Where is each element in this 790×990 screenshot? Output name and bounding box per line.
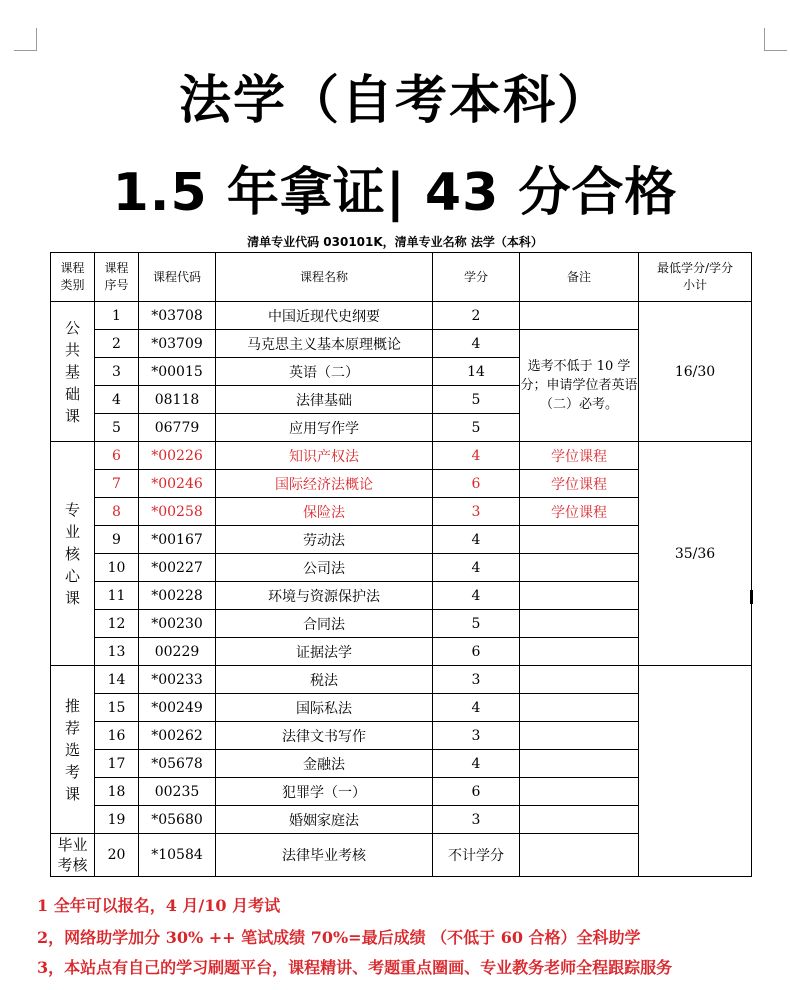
course-name: 知识产权法 bbox=[216, 442, 433, 470]
category-graduation: 毕业考核 bbox=[51, 834, 95, 877]
category-public-basic: 公共基础课 bbox=[51, 302, 95, 442]
course-seq: 7 bbox=[95, 470, 139, 498]
course-seq: 9 bbox=[95, 526, 139, 554]
header-credit: 学分 bbox=[433, 253, 520, 302]
course-note bbox=[520, 666, 639, 694]
course-note bbox=[520, 806, 639, 834]
course-seq: 11 bbox=[95, 582, 139, 610]
course-code: *00167 bbox=[139, 526, 216, 554]
margin-tick-mark bbox=[750, 590, 753, 604]
course-name: 犯罪学（一） bbox=[216, 778, 433, 806]
table-row bbox=[51, 302, 752, 330]
course-note bbox=[520, 610, 639, 638]
public-basic-note: 选考不低于 10 学分；申请学位者英语（二）必考。 bbox=[520, 330, 639, 442]
course-seq: 14 bbox=[95, 666, 139, 694]
course-credit: 4 bbox=[433, 526, 520, 554]
course-seq: 2 bbox=[95, 330, 139, 358]
header-category: 课程类别 bbox=[51, 253, 95, 302]
course-name: 应用写作学 bbox=[216, 414, 433, 442]
course-note bbox=[520, 638, 639, 666]
course-note bbox=[520, 526, 639, 554]
course-name: 法律文书写作 bbox=[216, 722, 433, 750]
course-seq: 20 bbox=[95, 834, 139, 877]
course-name: 婚姻家庭法 bbox=[216, 806, 433, 834]
course-code: *00246 bbox=[139, 470, 216, 498]
major-code-caption: 清单专业代码 030101K，清单专业名称 法学（本科） bbox=[247, 235, 543, 249]
course-name: 环境与资源保护法 bbox=[216, 582, 433, 610]
header-min-credit: 最低学分/学分小计 bbox=[639, 253, 752, 302]
course-code: *00249 bbox=[139, 694, 216, 722]
course-seq: 19 bbox=[95, 806, 139, 834]
page-subtitle-headline: 1.5 年拿证| 43 分合格 bbox=[112, 163, 678, 223]
table-row bbox=[51, 666, 752, 694]
table-row bbox=[51, 442, 752, 470]
course-code: *10584 bbox=[139, 834, 216, 877]
course-name: 证据法学 bbox=[216, 638, 433, 666]
course-name: 保险法 bbox=[216, 498, 433, 526]
course-name: 国际私法 bbox=[216, 694, 433, 722]
course-code: 08118 bbox=[139, 386, 216, 414]
course-credit: 6 bbox=[433, 638, 520, 666]
course-code: 00235 bbox=[139, 778, 216, 806]
course-code: *00228 bbox=[139, 582, 216, 610]
course-note bbox=[520, 694, 639, 722]
course-credit: 3 bbox=[433, 806, 520, 834]
course-seq: 8 bbox=[95, 498, 139, 526]
course-name: 英语（二） bbox=[216, 358, 433, 386]
course-seq: 4 bbox=[95, 386, 139, 414]
header-code: 课程代码 bbox=[139, 253, 216, 302]
course-name: 合同法 bbox=[216, 610, 433, 638]
course-code: 00229 bbox=[139, 638, 216, 666]
table-header-row bbox=[51, 253, 752, 302]
min-credit-public-basic: 16/30 bbox=[639, 302, 752, 442]
crop-mark-top-left bbox=[14, 28, 37, 51]
footer-note-1: 1 全年可以报名，4 月/10 月考试 bbox=[37, 896, 281, 915]
course-name: 法律毕业考核 bbox=[216, 834, 433, 877]
course-name: 劳动法 bbox=[216, 526, 433, 554]
degree-course-badge: 学位课程 bbox=[520, 470, 639, 498]
course-name: 法律基础 bbox=[216, 386, 433, 414]
course-seq: 10 bbox=[95, 554, 139, 582]
min-credit-core: 35/36 bbox=[639, 442, 752, 666]
course-credit: 4 bbox=[433, 750, 520, 778]
course-credit: 4 bbox=[433, 554, 520, 582]
degree-course-badge: 学位课程 bbox=[520, 442, 639, 470]
course-note bbox=[520, 302, 639, 330]
category-elective: 推荐选考课 bbox=[51, 666, 95, 834]
course-note bbox=[520, 722, 639, 750]
course-code: *00015 bbox=[139, 358, 216, 386]
course-note bbox=[520, 554, 639, 582]
course-name: 国际经济法概论 bbox=[216, 470, 433, 498]
course-seq: 5 bbox=[95, 414, 139, 442]
category-core: 专业核心课 bbox=[51, 442, 95, 666]
course-code: *00233 bbox=[139, 666, 216, 694]
course-credit: 不计学分 bbox=[433, 834, 520, 877]
course-name: 金融法 bbox=[216, 750, 433, 778]
course-credit: 2 bbox=[433, 302, 520, 330]
course-code: *05680 bbox=[139, 806, 216, 834]
course-seq: 6 bbox=[95, 442, 139, 470]
course-code: *03708 bbox=[139, 302, 216, 330]
course-seq: 3 bbox=[95, 358, 139, 386]
course-code: *03709 bbox=[139, 330, 216, 358]
course-name: 公司法 bbox=[216, 554, 433, 582]
course-credit: 14 bbox=[433, 358, 520, 386]
course-table bbox=[50, 252, 752, 877]
course-code: *00226 bbox=[139, 442, 216, 470]
course-code: *00227 bbox=[139, 554, 216, 582]
course-name: 税法 bbox=[216, 666, 433, 694]
course-credit: 5 bbox=[433, 610, 520, 638]
course-credit: 4 bbox=[433, 442, 520, 470]
course-seq: 12 bbox=[95, 610, 139, 638]
course-credit: 6 bbox=[433, 470, 520, 498]
course-credit: 3 bbox=[433, 666, 520, 694]
course-credit: 4 bbox=[433, 582, 520, 610]
footer-note-3: 3，本站点有自己的学习刷题平台，课程精讲、考题重点圈画、专业教务老师全程跟踪服务 bbox=[37, 958, 673, 977]
course-code: *00230 bbox=[139, 610, 216, 638]
course-name: 马克思主义基本原理概论 bbox=[216, 330, 433, 358]
course-seq: 18 bbox=[95, 778, 139, 806]
course-credit: 6 bbox=[433, 778, 520, 806]
course-note bbox=[520, 778, 639, 806]
header-seq: 课程序号 bbox=[95, 253, 139, 302]
course-credit: 4 bbox=[433, 330, 520, 358]
course-note bbox=[520, 582, 639, 610]
course-seq: 15 bbox=[95, 694, 139, 722]
course-code: *05678 bbox=[139, 750, 216, 778]
course-credit: 5 bbox=[433, 386, 520, 414]
course-credit: 3 bbox=[433, 498, 520, 526]
degree-course-badge: 学位课程 bbox=[520, 498, 639, 526]
course-seq: 13 bbox=[95, 638, 139, 666]
course-credit: 5 bbox=[433, 414, 520, 442]
course-code: *00258 bbox=[139, 498, 216, 526]
course-note bbox=[520, 750, 639, 778]
course-seq: 16 bbox=[95, 722, 139, 750]
min-credit-elective bbox=[639, 666, 752, 877]
course-credit: 4 bbox=[433, 694, 520, 722]
course-code: 06779 bbox=[139, 414, 216, 442]
course-credit: 3 bbox=[433, 722, 520, 750]
course-seq: 17 bbox=[95, 750, 139, 778]
page-title: 法学（自考本科） bbox=[178, 71, 611, 131]
course-name: 中国近现代史纲要 bbox=[216, 302, 433, 330]
header-name: 课程名称 bbox=[216, 253, 433, 302]
course-seq: 1 bbox=[95, 302, 139, 330]
course-code: *00262 bbox=[139, 722, 216, 750]
crop-mark-top-right bbox=[764, 28, 787, 51]
header-note: 备注 bbox=[520, 253, 639, 302]
course-note bbox=[520, 834, 639, 877]
footer-note-2: 2，网络助学加分 30% ++ 笔试成绩 70%=最后成绩 （不低于 60 合格）全科助学 bbox=[37, 928, 641, 947]
